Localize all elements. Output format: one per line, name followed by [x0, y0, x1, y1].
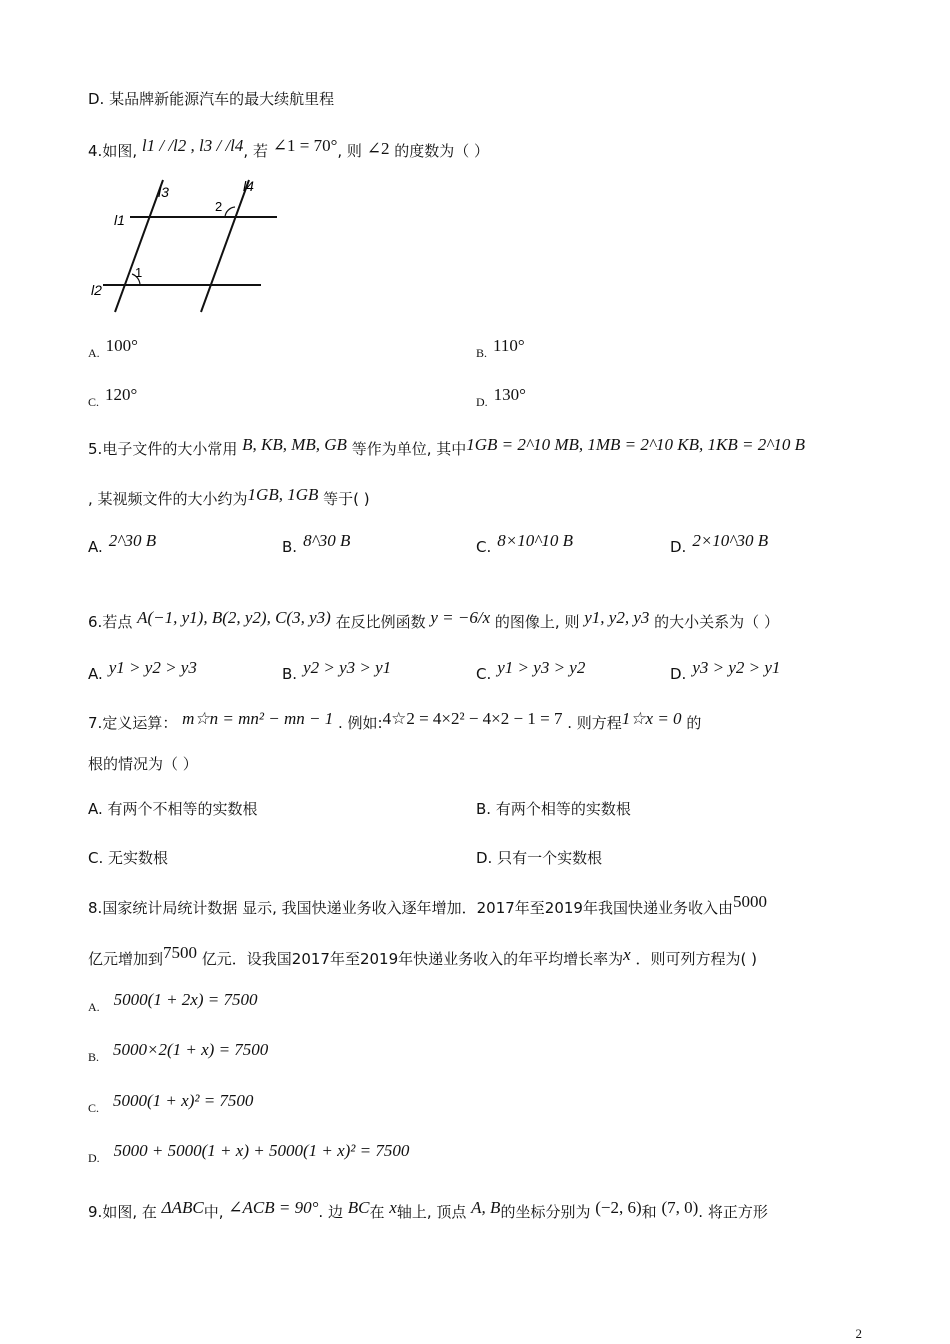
q5-relation: 1GB = 2^10 MB, 1MB = 2^10 KB, 1KB = 2^10 B [466, 435, 806, 454]
q5-option-a[interactable]: A. 2^30 B [88, 531, 157, 556]
label-l4: l4 [243, 178, 254, 194]
q5-option-c[interactable]: C. 8×10^10 B [476, 531, 574, 556]
q4-option-c[interactable]: C. 120° [88, 385, 138, 409]
q7-example: 4☆2 = 4×2² − 4×2 − 1 = 7 [382, 709, 563, 728]
q8-value-5000: 5000 [732, 892, 767, 911]
q6-function: y = −6/x [430, 608, 491, 627]
q9-triangle: ΔABC [161, 1198, 204, 1217]
label-angle-2: 2 [215, 199, 223, 214]
q6-points: A(−1, y1), B(2, y2), C(3, y3) [137, 608, 331, 627]
label-l2: l2 [91, 282, 102, 298]
q9-vertices: A, B [471, 1198, 501, 1217]
q8-number: 8. [88, 899, 103, 917]
q4-option-b[interactable]: B. 110° [476, 336, 525, 360]
line-l3 [115, 180, 163, 312]
q6-option-d[interactable]: D. y3 > y2 > y1 [670, 658, 781, 683]
q7-equation: 1☆x = 0 [621, 709, 682, 728]
q7-stem-line2: 根的情况为（ ） [88, 755, 198, 773]
q4-condition-parallel: l1 / /l2 , l3 / /l4 [141, 136, 244, 155]
q4-option-d[interactable]: D. 130° [476, 385, 526, 409]
q8-option-a[interactable]: A. 5000(1 + 2x) = 7500 [88, 990, 258, 1014]
q7-option-b[interactable]: B. 有两个相等的实数根 [476, 800, 631, 818]
q6-stem: 6.若点 A(−1, y1), B(2, y2), C(3, y3) 在反比例函数 y = −6/x 的图像上, 则 y1, y2, y3 的大小关系为（ ） [88, 608, 779, 631]
q9-point-a: (−2, 6) [595, 1198, 642, 1217]
q3-option-d: D. 某品牌新能源汽车的最大续航里程 [88, 90, 335, 108]
q7-definition: m☆n = mn² − mn − 1 [182, 709, 334, 728]
label-l3: l3 [158, 184, 169, 200]
q7-stem-line1: 7.定义运算： m☆n = mn² − mn − 1 . 例如:4☆2 = 4×2² − 4×2 − 1 = 7 . 则方程1☆x = 0 的 [88, 709, 702, 732]
q5-option-b[interactable]: B. 8^30 B [282, 531, 351, 556]
q6-option-a[interactable]: A. y1 > y2 > y3 [88, 658, 197, 683]
q4-number: 4. [88, 142, 103, 160]
q6-number: 6. [88, 613, 103, 631]
q6-vars: y1, y2, y3 [584, 608, 650, 627]
q8-option-d[interactable]: D. 5000 + 5000(1 + x) + 5000(1 + x)² = 7500 [88, 1141, 410, 1165]
q4-stem: 4.如图, l1 / /l2 , l3 / /l4, 若 ∠1 = 70°, 则 ∠2 的度数为（ ） [88, 136, 490, 160]
q8-value-7500: 7500 [163, 943, 198, 962]
angle-2-arc [225, 207, 235, 217]
line-l4 [201, 180, 249, 312]
q5-stem-line1: 5.电子文件的大小常用 B, KB, MB, GB 等作为单位, 其中1GB = 2^10 MB, 1MB = 2^10 KB, 1KB = 2^10 B [88, 435, 806, 458]
q9-stem: 9.如图, 在 ΔABC中, ∠ACB = 90°. 边 BC在 x轴上, 顶点 A, B的坐标分别为 (−2, 6)和 (7, 0). 将正方形 [88, 1198, 768, 1221]
q8-option-c[interactable]: C. 5000(1 + x)² = 7500 [88, 1091, 254, 1115]
q8-stem-line1: 8.国家统计局统计数据 显示, 我国快递业务收入逐年增加．2017年至2019年我国快递业务收入由5000 [88, 892, 767, 917]
q4-target-angle: ∠2 [366, 139, 390, 158]
q8-option-b[interactable]: B. 5000×2(1 + x) = 7500 [88, 1040, 269, 1064]
q9-number: 9. [88, 1203, 103, 1221]
q9-angle: ∠ACB = 90° [228, 1198, 319, 1217]
q7-option-c[interactable]: C. 无实数根 [88, 849, 169, 867]
label-angle-1: 1 [135, 265, 143, 280]
q4-condition-angle1: ∠1 = 70° [272, 136, 338, 155]
q5-number: 5. [88, 440, 103, 458]
q5-stem-line2: , 某视频文件的大小约为1GB, 1GB 等于( ) [88, 485, 370, 508]
q7-option-a[interactable]: A. 有两个不相等的实数根 [88, 800, 258, 818]
q4-figure [85, 175, 285, 315]
label-l1: l1 [114, 212, 125, 228]
q6-option-b[interactable]: B. y2 > y3 > y1 [282, 658, 392, 683]
q7-option-d[interactable]: D. 只有一个实数根 [476, 849, 603, 867]
q9-side: BC [347, 1198, 370, 1217]
q6-option-c[interactable]: C. y1 > y3 > y2 [476, 658, 586, 683]
q9-axis: x [389, 1198, 397, 1217]
q8-stem-line2: 亿元增加到7500 亿元．设我国2017年至2019年快递业务收入的年平均增长率为x ．则可列方程为( ) [88, 943, 757, 968]
q5-units: B, KB, MB, GB [242, 435, 347, 454]
q4-option-a[interactable]: A. 100° [88, 336, 138, 360]
q9-point-b: (7, 0) [661, 1198, 699, 1217]
page-number: 2 [855, 1326, 862, 1341]
q8-variable-x: x [623, 945, 631, 964]
q7-number: 7. [88, 714, 103, 732]
q5-option-d[interactable]: D. 2×10^30 B [670, 531, 769, 556]
q5-size: 1GB, 1GB [247, 485, 319, 504]
